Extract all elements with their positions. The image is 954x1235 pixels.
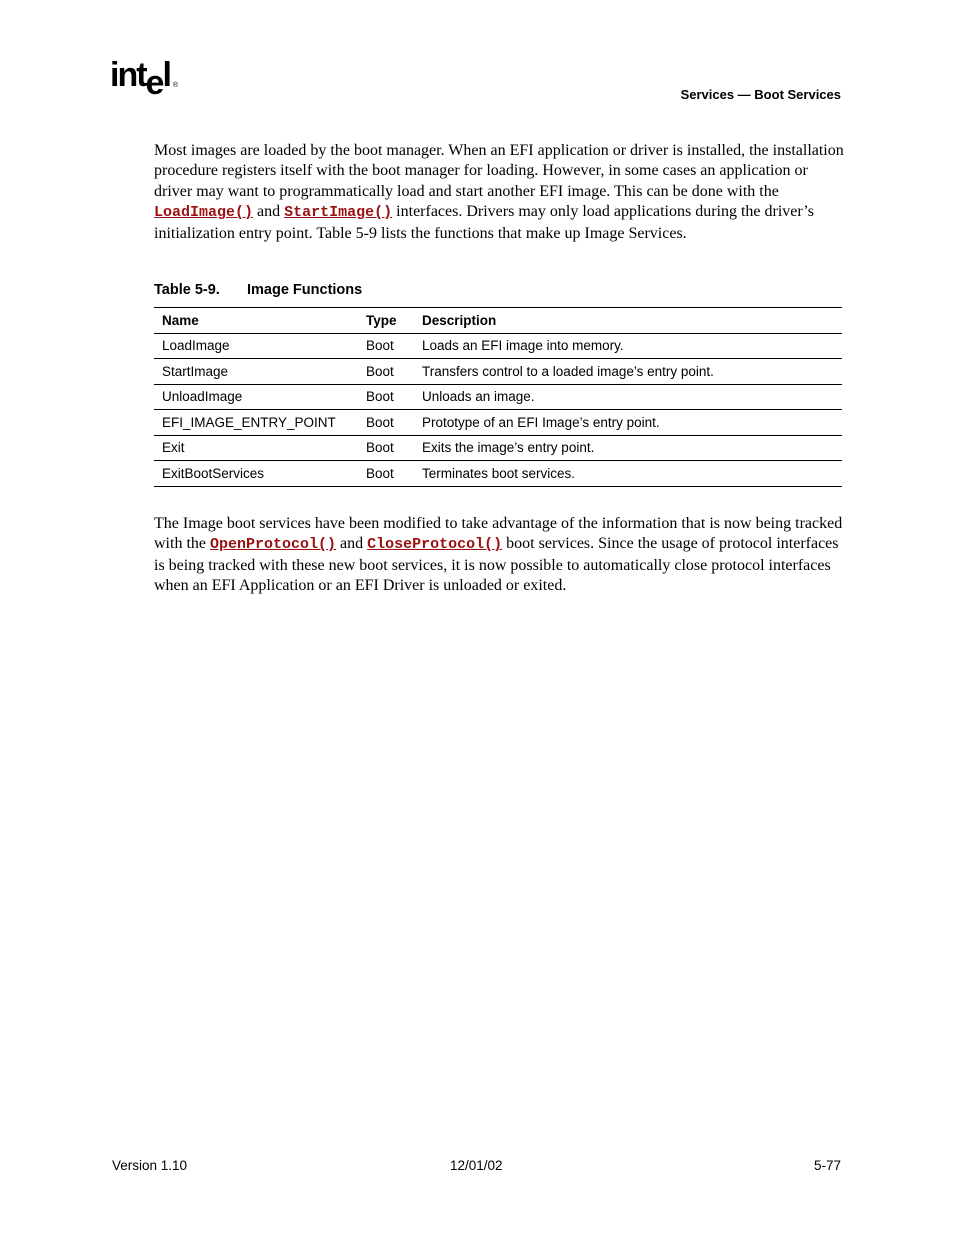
table-row [154, 333, 842, 359]
logo-text-tail: l [162, 56, 170, 94]
cell-name: ExitBootServices [154, 461, 358, 487]
cell-name: LoadImage [154, 333, 358, 359]
intro-text-a: Most images are loaded by the boot manager. When an EFI application or driver is installed, the installation procedure registers itself with the boot manager for loading. However, in some cases an application or driver may want to programmatically load and start another EFI image. This can be done with the [154, 142, 844, 200]
header-type: Type [358, 308, 414, 334]
cell-description: Prototype of an EFI Image’s entry point. [414, 410, 842, 436]
cell-type: Boot [358, 410, 414, 436]
outro-paragraph [154, 514, 844, 597]
footer-date: 12/01/02 [450, 1158, 503, 1173]
cell-type: Boot [358, 333, 414, 359]
outro-text-b: and [336, 535, 368, 553]
intro-text-b: and [253, 203, 285, 221]
open-protocol-link[interactable]: OpenProtocol() [210, 536, 337, 554]
table-row [154, 435, 842, 461]
load-image-link[interactable]: LoadImage() [154, 204, 254, 222]
logo-text-main: int [110, 56, 146, 94]
cell-description: Exits the image’s entry point. [414, 435, 842, 461]
outro-text-c: boot services. Since the usage of protocol interfaces is being tracked with these new boot services, it is now possible to automatically close protocol interfaces when an EFI Application or an EFI Driver is unloaded or exited. [154, 535, 839, 595]
cell-name: EFI_IMAGE_ENTRY_POINT [154, 410, 358, 436]
table-row [154, 359, 842, 385]
registered-mark: ® [172, 82, 179, 89]
cell-type: Boot [358, 359, 414, 385]
cell-name: UnloadImage [154, 384, 358, 410]
cell-type: Boot [358, 461, 414, 487]
cell-description: Terminates boot services. [414, 461, 842, 487]
table-caption-title: Image Functions [247, 282, 363, 298]
intel-logo [110, 56, 179, 102]
cell-type: Boot [358, 435, 414, 461]
image-functions-table [154, 307, 842, 487]
table-caption-number: Table 5-9. [154, 282, 220, 298]
footer-version: Version 1.10 [112, 1158, 188, 1173]
cell-description: Transfers control to a loaded image’s entry point. [414, 359, 842, 385]
start-image-link[interactable]: StartImage() [284, 204, 393, 222]
table-row [154, 461, 842, 487]
page-header-title: Services — Boot Services [680, 87, 841, 102]
header-name: Name [154, 308, 358, 334]
cell-name: Exit [154, 435, 358, 461]
table-header-row [154, 308, 842, 334]
cell-description: Loads an EFI image into memory. [414, 333, 842, 359]
outro-text-a: The Image boot services have been modified to take advantage of the information that is now being tracked with the [154, 515, 843, 553]
cell-name: StartImage [154, 359, 358, 385]
cell-type: Boot [358, 384, 414, 410]
table-row [154, 384, 842, 410]
table-row [154, 410, 842, 436]
header-description: Description [414, 308, 842, 334]
logo-text-sub: e [145, 64, 163, 102]
cell-description: Unloads an image. [414, 384, 842, 410]
intro-paragraph [154, 141, 844, 244]
table-caption [154, 282, 362, 298]
close-protocol-link[interactable]: CloseProtocol() [367, 536, 503, 554]
intro-text-c: interfaces. Drivers may only load applications during the driver’s initialization entry point. Table 5-9 lists the functions that make up Image Services. [154, 203, 814, 242]
footer-page-number: 5-77 [813, 1158, 841, 1173]
